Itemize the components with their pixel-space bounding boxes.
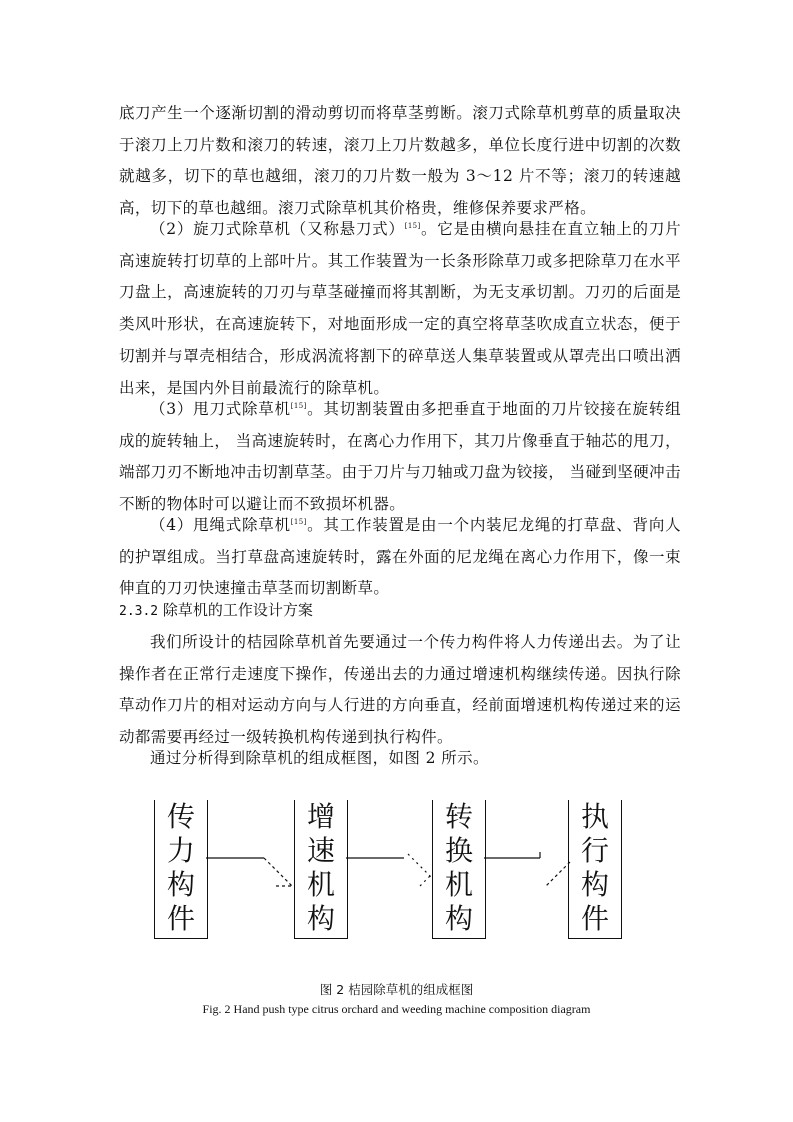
paragraph-figure-reference: 通过分析得到除草机的组成框图，如图 2 所示。 (150, 749, 489, 767)
box-char: 执 (580, 800, 609, 833)
box-char: 增 (306, 800, 335, 833)
box-char: 速 (306, 834, 335, 867)
box-conversion-mechanism (432, 800, 486, 939)
paragraph-flail-blade-lead: （3）甩刀式除草机 (150, 400, 291, 418)
box-char: 构 (580, 868, 609, 901)
box-char: 构 (166, 868, 195, 901)
paragraph-rotary-blade-body: 。它是由横向悬挂在直立轴上的刀片高速旋转打切草的上部叶片。其工作装置为一长条形除草刀或多把除草刀在水平刀盘上，高速旋转的刀刃与草茎碰撞而将其割断，为无支承切割。刀刃的后面是类风叶形状，在高速旋转下，对地面形成一定的真空将草茎吹成直立状态，便于切割并与罩壳相结合，形成涡流将割下的碎草送人集草装置或从罩壳出口喷出洒出来，是国内外目前最流行的除草机。 (119, 220, 681, 397)
section-heading (119, 598, 313, 624)
paragraph-flail-blade-body: 。其切割装置由多把垂直于地面的刀片铰接在旋转组成的旋转轴上， 当高速旋转时，在离心力作用下，其刀片像垂直于轴芯的甩刀，端部刀刃不断地冲击切割草茎。由于刀片与刀轴或刀盘为铰接， 当碰到坚硬冲击不断的物体时可以避让而不致损坏机器。 (119, 400, 681, 514)
paragraph-string-trimmer-body: 。其工作装置是由一个内装尼龙绳的打草盘、背向人的护罩组成。当打草盘高速旋转时，露在外面的尼龙绳在离心力作用下，像一束伸直的刀刃快速撞击草茎而切割断草。 (119, 516, 681, 598)
box-char: 换 (444, 834, 473, 867)
box-execution-member (568, 800, 622, 939)
paragraph-roller-blade: 底刀产生一个逐渐切割的滑动剪切而将草茎剪断。滚刀式除草机剪草的质量取决于滚刀上刀片数和滚刀的转速，滚刀上刀片数越多，单位长度行进中切割的次数就越多，切下的草也越细，滚刀的刀片数一般为 3～12 片不等；滚刀的转速越高，切下的草也越细。滚刀式除草机其价格贵，维修保养要求严格。 (119, 104, 681, 218)
paragraph-rotary-blade-lead: （2）旋刀式除草机（又称悬刀式） (150, 220, 405, 238)
box-char: 机 (444, 868, 473, 901)
box-char: 件 (166, 902, 195, 935)
box-char: 传 (166, 800, 195, 833)
citation-mark: [15] (290, 401, 307, 410)
box-char: 力 (166, 834, 195, 867)
box-char: 构 (444, 902, 473, 935)
arrow-connector-1 (206, 840, 296, 900)
box-char: 件 (580, 902, 609, 935)
figure-caption-chinese: 图 2 桔园除草机的组成框图 (319, 982, 474, 997)
box-char: 构 (306, 902, 335, 935)
citation-mark: [15] (404, 221, 421, 230)
paragraph-string-trimmer-lead: （4）甩绳式除草机 (150, 516, 291, 534)
box-char: 机 (306, 868, 335, 901)
box-speed-increasing-mechanism (294, 800, 348, 939)
box-char: 转 (444, 800, 473, 833)
citation-mark: [15] (290, 517, 307, 526)
arrow-connector-3 (484, 840, 574, 900)
paragraph-string-trimmer (119, 510, 681, 605)
section-number: 2.3.2 (119, 604, 159, 619)
arrow-connector-2 (346, 840, 436, 900)
box-force-transmission-member (154, 800, 208, 939)
figure-caption-english: Fig. 2 Hand push type citrus orchard and weeding machine composition diagram (202, 1002, 591, 1016)
paragraph-rotary-blade (119, 214, 681, 404)
paragraph-design-scheme: 我们所设计的桔园除草机首先要通过一个传力构件将人力传递出去。为了让操作者在正常行走速度下操作，传递出去的力通过增速机构继续传递。因执行除草动作刀片的相对运动方向与人行进的方向垂直，经前面增速机构传递过来的运动都需要再经过一级转换机构传递到执行构件。 (119, 633, 681, 747)
section-title: 除草机的工作设计方案 (162, 601, 313, 619)
paragraph-flail-blade (119, 394, 681, 521)
composition-block-diagram (140, 770, 640, 950)
box-char: 行 (580, 834, 609, 867)
